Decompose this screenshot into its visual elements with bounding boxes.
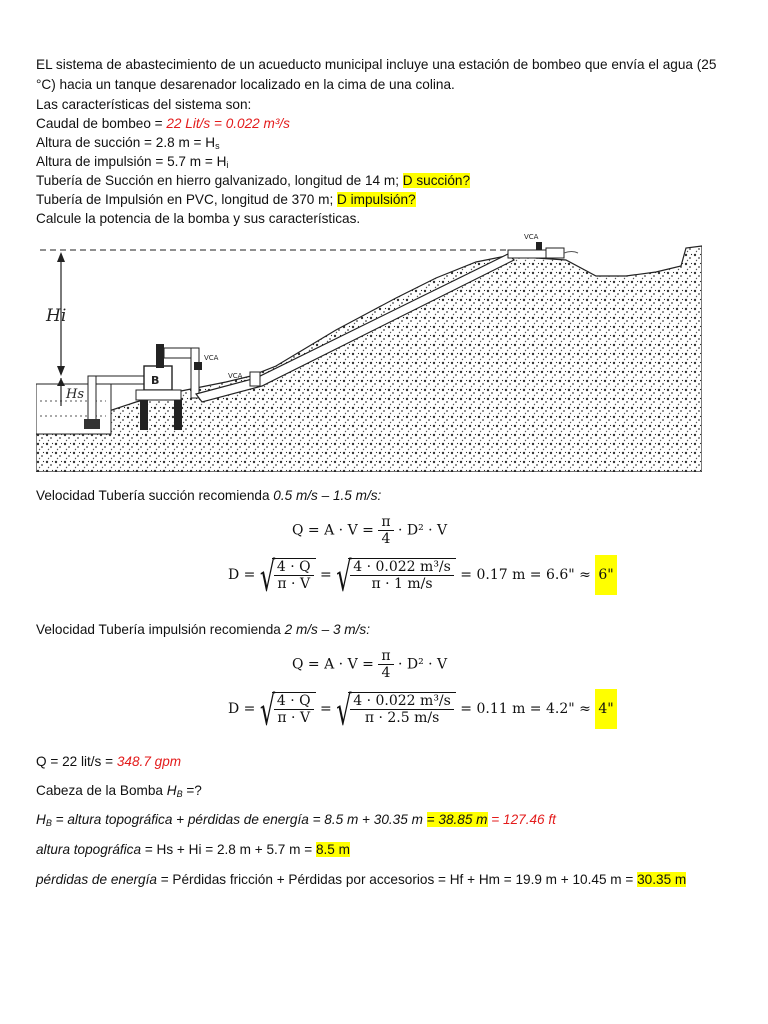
q-value: 348.7 gpm [116,754,182,769]
intro-line-2: °C) hacia un tanque desarenador localizado en la cima de una colina. [36,77,455,92]
hb-text: = altura topográfica + pérdidas de energía = 8.5 m + 30.35 m [51,812,427,827]
cabeza-sub: B [176,789,183,799]
succion-result-highlight: 6" [595,555,616,595]
label-vca-2: VCA [228,372,243,380]
impulsion-sub: i [226,160,229,170]
impulsion-eq-d: D = √ $\frac{4 \cdot Q}{\pi \cdot V}$ = √ $\frac{\text{4 · 0.022 m³/s}}{\pi \cdot 2.5 m/s}$ = 0.11 m = 4.2" ≈ 4" [228,692,617,726]
frac-b-num: √ 4 · 0.022 m³/s [350,559,454,576]
q-line [36,752,181,772]
frac-a-num: √ 4 · Q [274,559,314,576]
sqrt-b [348,558,456,592]
tub-succion-highlight: D succión? [402,173,471,188]
eq-d-lhs: D = [228,701,260,717]
succion-text: Altura de succión = 2.8 m = H [36,135,216,150]
succion-heading [36,486,381,506]
calc-line: Calcule la potencia de la bomba y sus características. [36,211,361,226]
succion-range: 0.5 m/s – 1.5 m/s: [273,488,382,503]
perd-line [36,870,686,890]
succion-heading-text: Velocidad Tubería succión recomienda [36,488,274,503]
succion-result: = 0.17 m = 6.6" ≈ [455,567,596,583]
impulsion-text: Altura de impulsión = 5.7 m = H [36,154,227,169]
top-pipe [508,250,548,258]
frac-b [350,693,454,726]
tub-impulsion-line [36,190,416,210]
impulsion-eq-q [292,648,447,681]
sqrt-a [272,558,316,592]
label-vca-1: VCA [204,354,219,362]
cabeza-line [36,781,202,805]
tub-impulsion-text: Tubería de Impulsión en PVC, longitud de 370 m; [36,192,338,207]
frac-den: 4 [381,665,391,681]
eq-q-tail: · D² · V [393,522,448,539]
frac-a [274,693,314,726]
impulsion-heading [36,620,370,640]
frac-b-den: π · 2.5 m/s [364,710,440,726]
terrain [36,246,702,472]
impulsion-range: 2 m/s – 3 m/s: [284,622,370,637]
succion-eq-d: D = √ $\frac{4 \cdot Q}{\pi \cdot V}$ = √ $\frac{\text{4 · 0.022 m³/s}}{\pi \cdot 1 m/s}$ = 0.17 m = 6.6" ≈ 6" [228,558,617,592]
hb-ft: = 127.46 ft [487,812,556,827]
pump-system-diagram [36,226,702,472]
caudal-label: Caudal de bombeo = [36,116,167,131]
hb-prefix: H [36,812,46,827]
cabeza-var: H [166,783,177,798]
frac-a-den: π · V [277,576,311,592]
succion-eq-q [292,514,447,547]
succion-sub: s [215,141,220,151]
frac-num: π [378,514,393,531]
intro-line-3: Las características del sistema son: [36,97,252,112]
hb-highlight: = 38.85 m [426,812,488,827]
label-hs: Hs [66,387,85,402]
eq-q-lhs: Q = A · V = [292,522,379,539]
tub-impulsion-highlight: D impulsión? [337,192,416,207]
alt-label: altura topográfica [36,842,142,857]
eq-pi-over-4 [378,514,393,547]
alt-line [36,840,350,860]
eq-q-lhs: Q = A · V = [292,656,379,673]
impulsion-result: = 0.11 m = 4.2" ≈ [455,701,596,717]
eq-d-lhs: D = [228,567,260,583]
perd-highlight: 30.35 m [637,872,687,887]
sqrt-b [348,692,456,726]
frac-b-num: √ 4 · 0.022 m³/s [350,693,454,710]
alt-highlight: 8.5 m [315,842,350,857]
label-b: B [151,374,160,387]
intro-line-1: EL sistema de abastecimiento de un acueducto municipal incluye una estación de bombeo que envía el agua (25 [36,57,717,72]
label-hi: Hi [46,306,67,326]
hb-line [36,810,556,834]
eq-q-tail: · D² · V [393,656,448,673]
frac-b [350,559,454,592]
perd-text: = Pérdidas fricción + Pérdidas por accesorios = Hf + Hm = 19.9 m + 10.45 m = [156,872,638,887]
tub-succion-text: Tubería de Succión en hierro galvanizado, longitud de 14 m; [36,173,403,188]
frac-den: 4 [381,531,391,547]
frac-a-den: π · V [277,710,311,726]
tub-succion-line [36,171,470,191]
impulsion-result-highlight: 4" [595,689,616,729]
caudal-line [36,114,290,134]
cabeza-text: Cabeza de la Bomba [36,783,167,798]
alt-text: = Hs + Hi = 2.8 m + 5.7 m = [141,842,316,857]
frac-a [274,559,314,592]
hb-sub: B [45,818,52,828]
perd-label: pérdidas de energía [36,872,157,887]
caudal-value: 22 Lit/s = 0.022 m³/s [166,116,290,131]
sqrt-a [272,692,316,726]
eq-pi-over-4 [378,648,393,681]
frac-b-den: π · 1 m/s [371,576,433,592]
frac-num: π [378,648,393,665]
label-vca-top: VCA [524,233,539,241]
q-line-text: Q = 22 lit/s = [36,754,117,769]
frac-a-num: √ 4 · Q [274,693,314,710]
cabeza-tail: =? [182,783,202,798]
impulsion-heading-text: Velocidad Tubería impulsión recomienda [36,622,285,637]
